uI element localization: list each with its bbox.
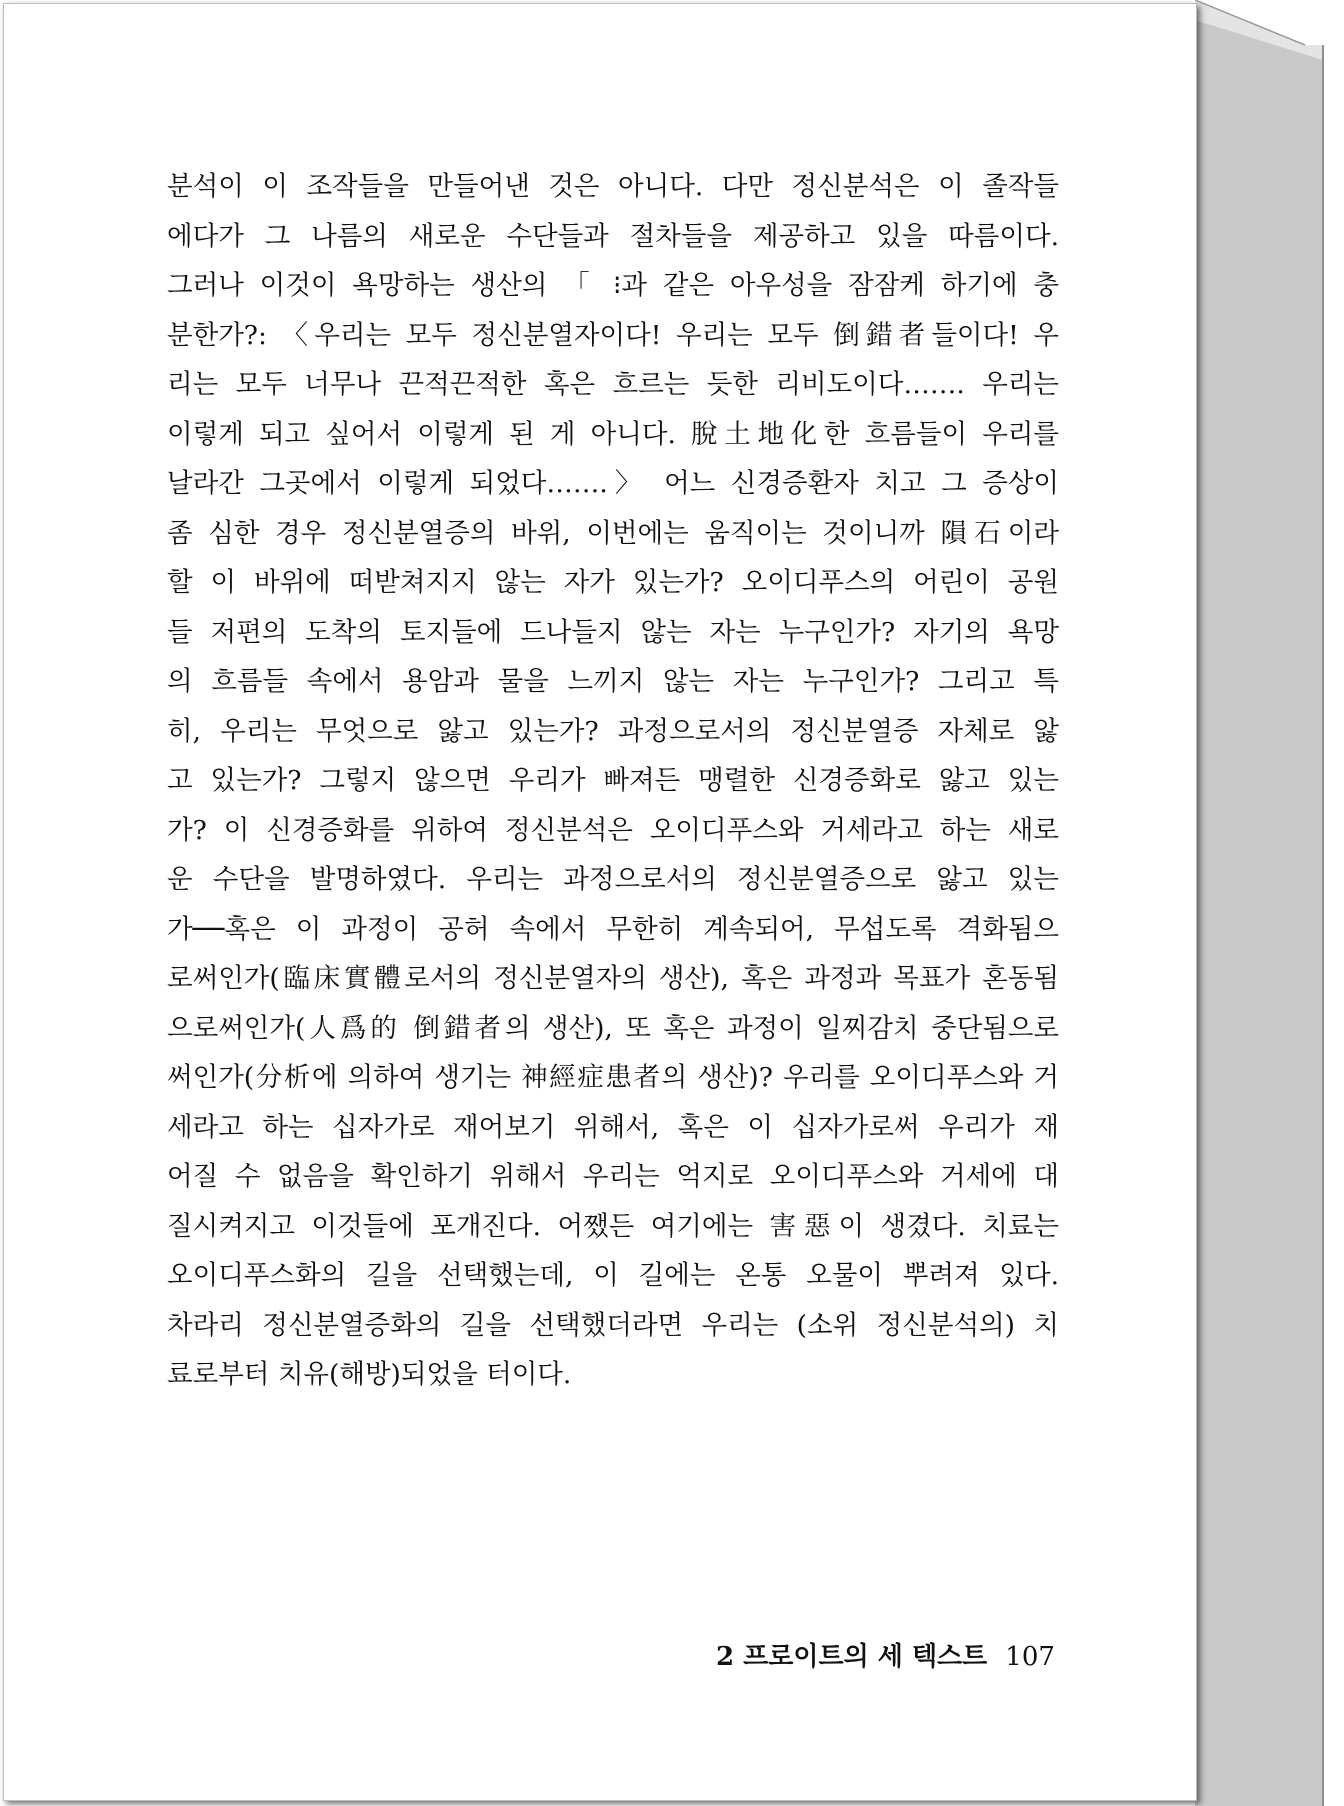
- text-line: 오이디푸스화의 길을 선택했는데, 이 길에는 온통 오물이 뿌려져 있다.: [167, 1260, 1059, 1291]
- page-number: 107: [1005, 1642, 1055, 1672]
- text-line: 할 이 바위에 떠받쳐지지 않는 자가 있는가? 오이디푸스의 어린이 공원: [167, 567, 1059, 598]
- text-line: 써인가(分析에 의하여 생기는 神經症患者의 생산)? 우리를 오이디푸스와 거: [167, 1062, 1059, 1093]
- text-line: 의 흐름들 속에서 용암과 물을 느끼지 않는 자는 누구인가? 그리고 특: [167, 666, 1059, 697]
- text-line: 으로써인가(人爲的 倒錯者의 생산), 또 혹은 과정이 일찌감치 중단됨으로: [167, 1012, 1059, 1044]
- text-line: 히, 우리는 무엇으로 앓고 있는가? 과정으로서의 정신분열증 자체로 앓: [167, 715, 1059, 747]
- text-line: 그러나 이것이 욕망하는 생산의 「 ⁝과 같은 아우성을 잠잠케 하기에 충: [167, 270, 1059, 301]
- running-footer: [716, 1637, 1055, 1677]
- text-line: 료로부터 치유(해방)되었을 터이다.: [167, 1359, 572, 1390]
- text-line: 분석이 이 조작들을 만들어낸 것은 아니다. 다만 정신분석은 이 졸작들: [167, 171, 1059, 202]
- text-line: 이렇게 되고 싶어서 이렇게 된 게 아니다. 脫土地化한 흐름들이 우리를: [167, 418, 1059, 450]
- text-line: 로써인가(臨床實體로서의 정신분열자의 생산), 혹은 과정과 목표가 혼동됨: [167, 963, 1059, 994]
- text-line: 좀 심한 경우 정신분열증의 바위, 이번에는 움직이는 것이니까 隕石이라: [167, 517, 1059, 549]
- text-line: 가? 이 신경증화를 위하여 정신분석은 오이디푸스와 거세라고 하는 새로: [167, 814, 1059, 846]
- text-line: 운 수단을 발명하였다. 우리는 과정으로서의 정신분열증으로 앓고 있는: [167, 864, 1059, 895]
- page-body-text: [167, 162, 1059, 1400]
- text-line: 분한가?: 〈우리는 모두 정신분열자이다! 우리는 모두 倒錯者들이다! 우: [167, 319, 1059, 351]
- text-line: 가──혹은 이 과정이 공허 속에서 무한히 계속되어, 무섭도록 격화됨으: [167, 913, 1059, 945]
- text-line: 들 저편의 도착의 토지들에 드나들지 않는 자는 누구인가? 자기의 욕망: [167, 616, 1059, 648]
- text-line: 리는 모두 너무나 끈적끈적한 혹은 흐르는 듯한 리비도이다……. 우리는: [167, 369, 1059, 400]
- book-page-edge: [1195, 0, 1335, 1806]
- chapter-title: 2 프로이트의 세 텍스트: [716, 1642, 988, 1672]
- text-line: 날라간 그곳에서 이렇게 되었다…….〉 어느 신경증환자 치고 그 증상이: [167, 468, 1059, 499]
- text-line: 에다가 그 나름의 새로운 수단들과 절차들을 제공하고 있을 따름이다.: [167, 220, 1059, 252]
- text-line: 어질 수 없음을 확인하기 위해서 우리는 억지로 오이디푸스와 거세에 대: [167, 1161, 1059, 1192]
- text-line: 고 있는가? 그렇지 않으면 우리가 빠져든 맹렬한 신경증화로 앓고 있는: [167, 765, 1059, 796]
- text-line: 차라리 정신분열증화의 길을 선택했더라면 우리는 (소위 정신분석의) 치: [167, 1309, 1059, 1341]
- text-line: 질시켜지고 이것들에 포개진다. 어쨌든 여기에는 害惡이 생겼다. 치료는: [167, 1210, 1059, 1242]
- book-page: [3, 3, 1197, 1801]
- text-line: 세라고 하는 십자가로 재어보기 위해서, 혹은 이 십자가로써 우리가 재: [167, 1111, 1059, 1143]
- page-edge-face: [1195, 0, 1323, 1806]
- page-edge-graphic: [1195, 0, 1335, 1806]
